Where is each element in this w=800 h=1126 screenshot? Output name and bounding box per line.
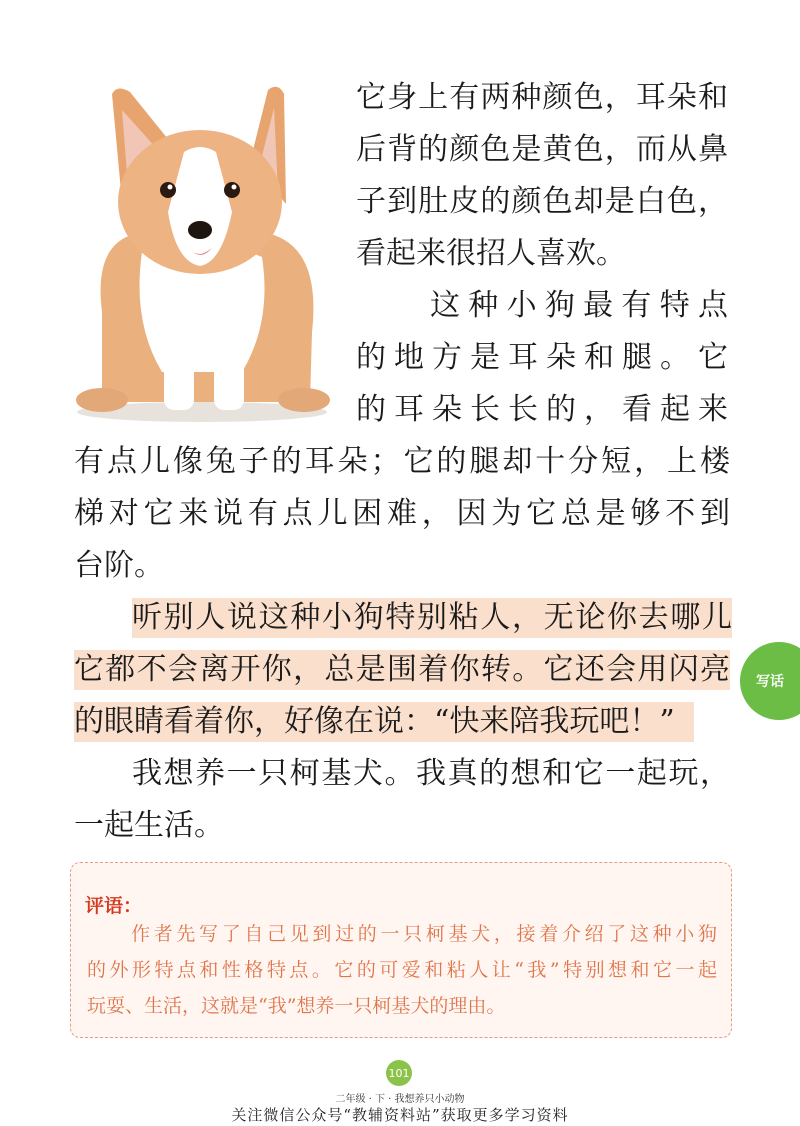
footer-note: 关注微信公众号“教辅资料站”获取更多学习资料 (231, 1106, 569, 1124)
comment-title: 评语： (85, 895, 143, 917)
essay-line: 看起来很招人喜欢。 (356, 236, 626, 271)
comment-line: 作者先写了自己见到过的一只柯基犬，接着介绍了这种小狗 (131, 923, 717, 945)
essay-paragraph-start: 我想养一只柯基犬。我真的想和它一起玩， (132, 756, 730, 791)
essay-line: 一起生活。 (74, 808, 224, 843)
footer-subtitle: 二年级 · 下 · 我想养只小动物 (335, 1094, 465, 1105)
comment-line: 的外形特点和性格特点。它的可爱和粘人让“我”特别想和它一起 (87, 959, 717, 981)
essay-line: 的地方是耳朵和腿。它 (356, 340, 728, 375)
writing-tab-label: 写话 (756, 674, 784, 690)
comment-line: 玩耍、生活，这就是“我”想养一只柯基犬的理由。 (87, 995, 506, 1017)
highlighted-line: 听别人说这种小狗特别粘人，无论你去哪儿 (132, 598, 732, 638)
essay-line: 梯对它来说有点儿困难，因为它总是够不到 (74, 496, 730, 531)
essay-line: 的耳朵长长的，看起来 (356, 392, 728, 427)
corgi-illustration (72, 82, 334, 424)
highlighted-line: 它都不会离开你，总是围着你转。它还会用闪亮 (74, 650, 730, 690)
page-number-badge (386, 1060, 412, 1086)
highlighted-line: 的眼睛看着你，好像在说：“快来陪我玩吧！” (74, 702, 694, 742)
page-number: 101 (388, 1066, 410, 1080)
essay-line: 台阶。 (74, 548, 164, 583)
essay-line: 后背的颜色是黄色，而从鼻 (356, 132, 728, 167)
essay-line: 子到肚皮的颜色却是白色， (356, 184, 728, 219)
essay-line: 它身上有两种颜色，耳朵和 (356, 80, 728, 115)
teacher-comment-box (70, 862, 732, 1038)
essay-paragraph-start: 这种小狗最有特点 (430, 288, 728, 323)
writing-section-tab[interactable] (740, 642, 800, 720)
essay-line: 有点儿像兔子的耳朵；它的腿却十分短，上楼 (74, 444, 730, 479)
